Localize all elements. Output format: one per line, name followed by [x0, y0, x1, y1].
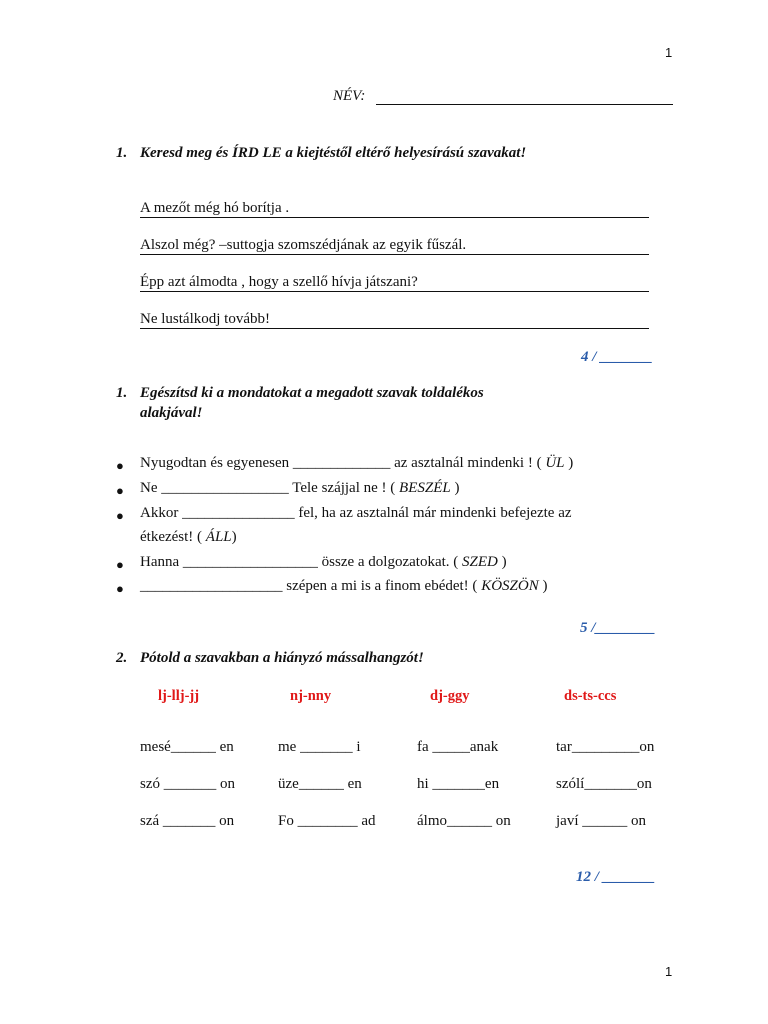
task2-item-1-close: ): [564, 455, 574, 471]
task3-cell-3-2[interactable]: Fo ________ ad: [278, 813, 376, 829]
task2-item-3-close: ): [231, 529, 237, 545]
task3-cell-3-3[interactable]: álmo______ on: [417, 813, 511, 829]
task2-item-1-text: Nyugodtan és egyenesen _____________ az asztalnál mindenki ! (: [140, 455, 546, 471]
task2-score: 5 /________: [580, 620, 656, 636]
bullet-5: ●: [116, 581, 124, 596]
task1-number: 1.: [116, 145, 128, 161]
task1-score: 4 / _______: [581, 349, 653, 365]
bullet-2: ●: [116, 483, 124, 498]
task3-cell-1-1[interactable]: mesé______ en: [140, 739, 234, 755]
task2-item-3-hint: ÁLL: [205, 529, 232, 545]
task3-header-2: nj-nny: [290, 688, 332, 704]
task3-cell-1-3[interactable]: fa _____anak: [417, 739, 499, 755]
task1-sentence-3: Épp azt álmodta , hogy a szellő hívja játszani?: [140, 274, 418, 290]
task2-item-2: [140, 480, 459, 497]
task2-item-3: [140, 505, 572, 522]
bullet-4: ●: [116, 557, 124, 572]
task3-cell-3-1[interactable]: szá _______ on: [140, 813, 235, 829]
task3-number: 2.: [116, 650, 128, 666]
task1-sentence-1-line[interactable]: [140, 217, 649, 218]
name-label: NÉV:: [333, 88, 366, 104]
task3-cell-2-2[interactable]: üze______ en: [278, 776, 362, 792]
page-number-bottom: 1: [665, 964, 673, 979]
task3-cell-1-4[interactable]: tar_________on: [556, 739, 655, 755]
task2-item-4-close: ): [497, 554, 507, 570]
task2-item-2-text: Ne _________________ Tele szájjal ne ! (: [140, 480, 400, 496]
task1-sentence-3-line[interactable]: [140, 291, 649, 292]
task1-sentence-2: Alszol még? –suttogja szomszédjának az egyik fűszál.: [140, 237, 467, 253]
task2-item-5-text: ___________________ szépen a mi is a finom ebédet! (: [140, 578, 482, 594]
task3-cell-2-1[interactable]: szó _______ on: [140, 776, 235, 792]
task1-sentence-1: A mezőt még hó borítja .: [140, 200, 290, 216]
task2-item-3-continuation: [140, 529, 237, 546]
task2-item-5-close: ): [538, 578, 548, 594]
task3-score: 12 / _______: [576, 869, 656, 885]
task2-item-1: [140, 455, 573, 472]
task2-item-3-cont-text: étkezést! (: [140, 529, 206, 545]
task2-item-1-hint: ÜL: [545, 455, 565, 471]
task3-cell-2-3[interactable]: hi _______en: [417, 776, 500, 792]
task2-number: 1.: [116, 385, 128, 401]
task3-header-4: ds-ts-ccs: [564, 688, 617, 704]
task3-cell-2-4[interactable]: szólí_______on: [556, 776, 652, 792]
task3-instruction: Pótold a szavakban a hiányzó mássalhangzót!: [140, 650, 424, 666]
task2-item-4-hint: SZED: [462, 554, 498, 570]
task2-instruction-line2: alakjával!: [140, 405, 203, 421]
bullet-1: ●: [116, 458, 124, 473]
task3-header-3: dj-ggy: [430, 688, 470, 704]
task3-cell-3-4[interactable]: javí ______ on: [556, 813, 646, 829]
task2-item-2-hint: BESZÉL: [399, 480, 451, 496]
bullet-3: ●: [116, 508, 124, 523]
task1-sentence-4: Ne lustálkodj tovább!: [140, 311, 270, 327]
page-number-top: 1: [665, 45, 673, 60]
task2-item-3-text: Akkor _______________ fel, ha az asztalnál már mindenki befejezte az: [140, 505, 572, 521]
task2-item-2-close: ): [450, 480, 460, 496]
task2-instruction-line1: Egészítsd ki a mondatokat a megadott szavak toldalékos: [140, 385, 484, 401]
task1-sentence-4-line[interactable]: [140, 328, 649, 329]
task3-cell-1-2[interactable]: me _______ i: [278, 739, 361, 755]
task1-instruction: Keresd meg és ÍRD LE a kiejtéstől eltérő helyesírású szavakat!: [140, 145, 527, 161]
task2-item-5: [140, 578, 547, 595]
task2-item-5-hint: KÖSZÖN: [481, 578, 539, 594]
task2-item-4: [140, 554, 507, 571]
task1-sentence-2-line[interactable]: [140, 254, 649, 255]
name-blank-line[interactable]: [376, 104, 673, 105]
task3-header-1: lj-llj-jj: [158, 688, 200, 704]
task2-item-4-text: Hanna __________________ össze a dolgozatokat. (: [140, 554, 463, 570]
